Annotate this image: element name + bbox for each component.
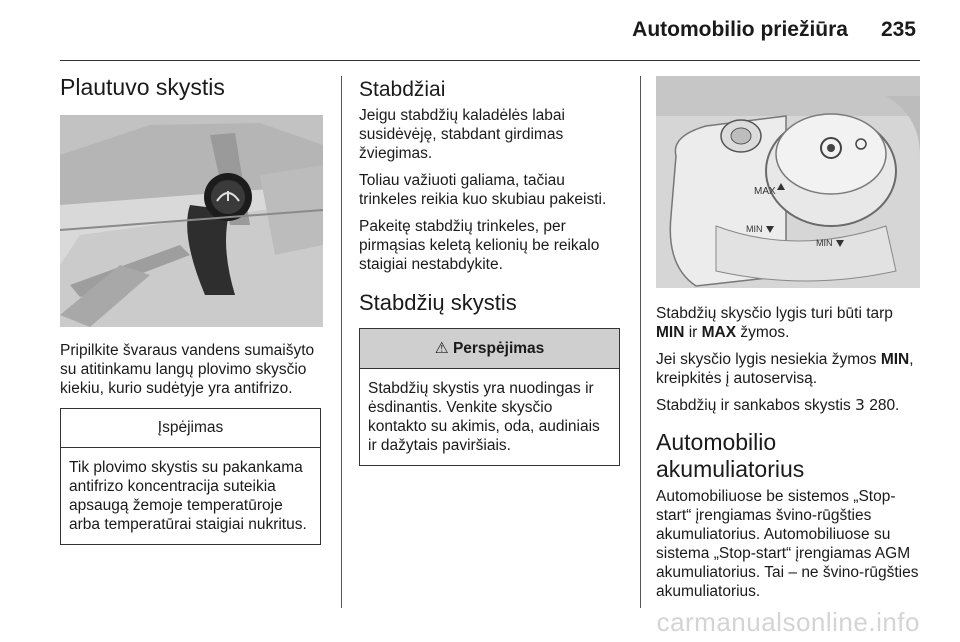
battery-paragraph: Automobiliuose be sistemos „Stop-start“ įrengiamas švino-rūgšties akumuliatorius. Automobiliuose su sistema „Stop-start“ įrengiamas AGM akumuliatorius. Tai – ne švino-rūgšties akumuliatorius. — [656, 488, 919, 600]
max-label: MAX — [701, 324, 737, 341]
min-label: MIN — [880, 351, 910, 368]
min-label: MIN — [656, 324, 685, 341]
text-span: 280. — [864, 397, 900, 414]
notice-box — [60, 408, 321, 545]
brake-fluid-reservoir-illustration — [656, 76, 920, 288]
brakes-paragraph-2: Toliau važiuoti galiama, tačiau trinkeles reikia kuo skubiau pakeisti. — [359, 172, 607, 208]
brake-clutch-fluid-reference — [656, 396, 921, 415]
notice-text: Tik plovimo skystis su pakankama antifrizo koncentracija suteikia apsaugą žemoje temperatūroje arba temperatūrai staigiai nukritus. — [69, 459, 307, 533]
column-3 — [656, 76, 921, 609]
heading-line: Automobilio — [656, 429, 777, 455]
warning-title: Perspėjimas — [452, 340, 545, 357]
column-divider-1 — [341, 76, 342, 608]
min-mark-label-right: MIN — [816, 238, 833, 248]
warning-box — [359, 328, 620, 466]
section-heading-brakes: Stabdžiai — [359, 78, 446, 101]
brake-fluid-low-paragraph — [656, 350, 921, 388]
text-span: ir — [684, 324, 702, 341]
watermark: carmanualsonline.info — [656, 607, 920, 637]
page-number: 235 — [880, 18, 916, 41]
text-span: Jei skysčio lygis nesiekia žymos — [656, 351, 881, 368]
washer-fluid-paragraph: Pripilkite švaraus vandens sumaišyto su atitinkamu langų plovimo skysčio kiekiu, kurio sudėtyje yra antifrizo. — [60, 342, 315, 397]
column-2 — [359, 78, 624, 466]
section-heading-brake-fluid: Stabdžių skystis — [359, 290, 517, 315]
max-mark-label: MAX — [754, 186, 776, 197]
notice-title: Įspėjimas — [61, 409, 320, 448]
brake-fluid-reservoir-photo — [656, 76, 920, 288]
column-1 — [60, 74, 325, 545]
warning-triangle-icon: ⚠ — [434, 339, 449, 357]
page-header-title: Automobilio priežiūra — [632, 18, 848, 41]
heading-line: akumuliatorius — [656, 456, 805, 482]
column-divider-2 — [640, 76, 641, 608]
text-span: Stabdžių skysčio lygis turi būti tarp — [656, 305, 893, 322]
text-span: , kreipkitės į autoservisą. — [656, 351, 914, 387]
text-span: Stabdžių ir sankabos skystis — [656, 397, 856, 414]
brake-fluid-level-paragraph — [656, 304, 921, 342]
warning-title-bar — [360, 329, 619, 369]
washer-reservoir-photo — [60, 115, 323, 327]
section-heading-battery — [656, 429, 921, 483]
page-reference-icon: 3 — [855, 396, 865, 414]
text-span: žymos. — [736, 324, 790, 341]
header-rule — [60, 60, 920, 61]
brakes-paragraph-3: Pakeitę stabdžių trinkeles, per pirmąsias keletą kelionių be reikalo staigiai nestabdykite. — [359, 218, 600, 273]
brakes-paragraph-1: Jeigu stabdžių kaladėlės labai susidėvėję, stabdant girdimas žviegimas. — [359, 107, 565, 162]
min-mark-label-left: MIN — [746, 224, 763, 234]
warning-text: Stabdžių skystis yra nuodingas ir ėsdinantis. Venkite skysčio kontakto su akimis, oda, audiniais ir dažytais paviršiais. — [368, 380, 600, 454]
section-heading-washer-fluid: Plautuvo skystis — [60, 74, 225, 100]
washer-reservoir-illustration — [60, 115, 323, 327]
